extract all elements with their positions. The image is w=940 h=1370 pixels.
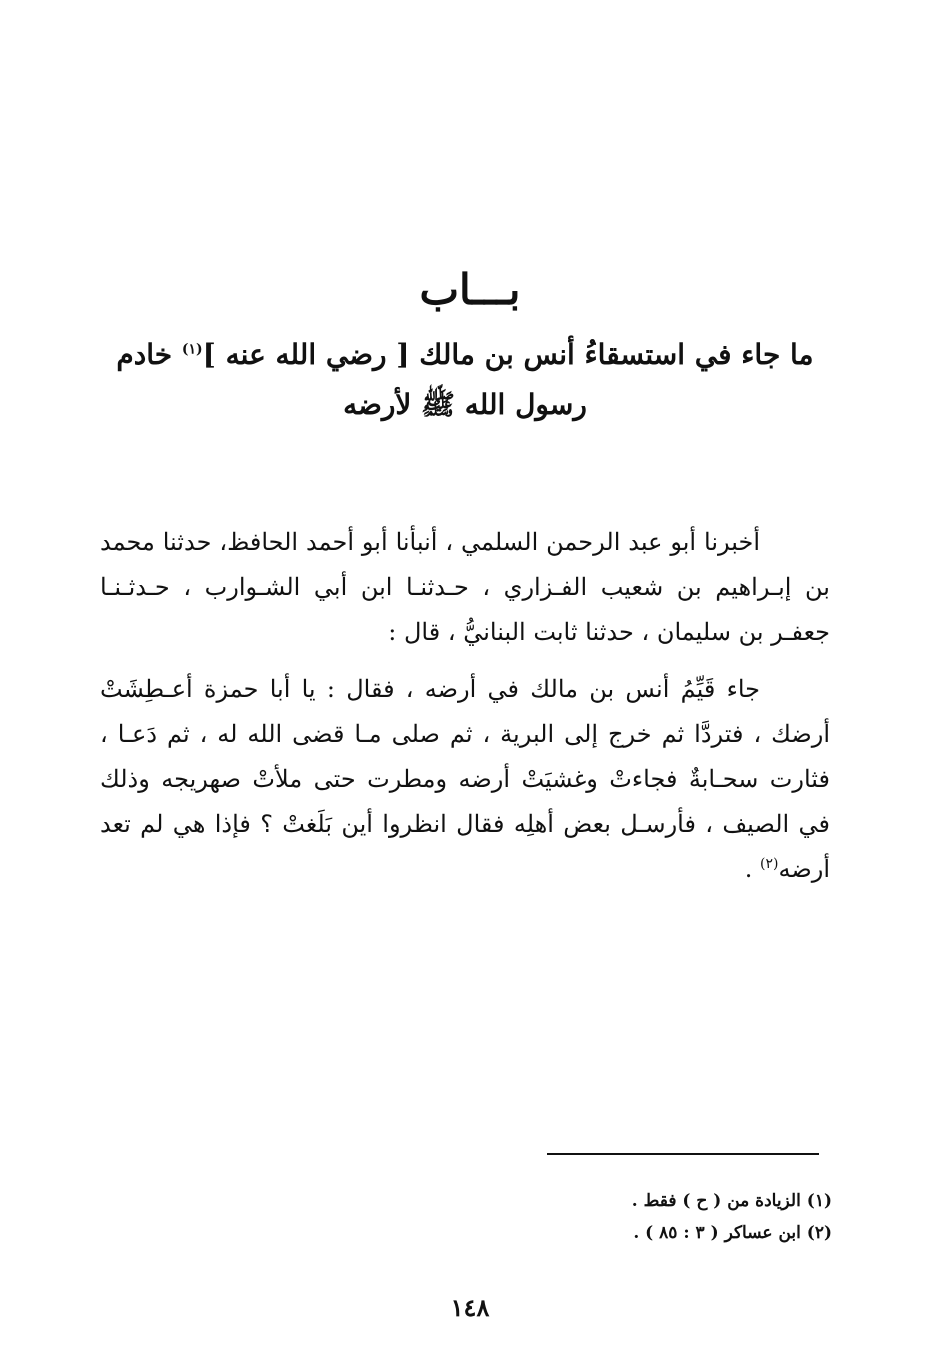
footnote-ref-1: (١) xyxy=(181,341,203,358)
chapter-title-text: ما جاء في استسقاءُ أنس بن مالك [ رضي الله عنه ] xyxy=(202,338,814,371)
chapter-title xyxy=(95,330,835,430)
page-number: ١٤٨ xyxy=(450,1293,490,1322)
footnote-separator xyxy=(547,1153,819,1155)
chapter-title-text-end: خادم رسول الله ﷺ لأرضه xyxy=(116,338,587,421)
isnad-paragraph: أخبرنا أبو عبد الرحمن السلمي ، أنبأنا أبو أحمد الحافظ، حدثنا محمد بن إبـراهيم بن شعيب الفـزاري ، حـدثنـا ابن أبي الشـوارب ، حـدثـنـا جعفـر بن سليمان ، حدثنا ثابت البنانيُّ ، قال : xyxy=(100,528,830,646)
chapter-label: بـــاب xyxy=(419,265,521,314)
footnote-ref-2: (٢) xyxy=(760,856,779,872)
footnote-item: (٢) ابن عساكر ( ٣ : ٨٥ ) . xyxy=(633,1223,832,1243)
footnotes xyxy=(400,1185,832,1249)
matn-paragraph xyxy=(100,667,830,892)
matn-text-end: . xyxy=(744,855,761,883)
footnote-item: (١) الزيادة من ( ح ) فقط . xyxy=(631,1191,832,1211)
matn-text: جاء قَيِّمُ أنس بن مالك في أرضه ، فقال : يا أبا حمزة أعـطِشَتْ أرضك ، فتردَّا ثم خرج إلى البرية ، ثم صلى مـا قضى الله له ، ثم دَعـا ، فثارت سحـابةٌ فجاءتْ وغشيَتْ أرضه ومطرت حتى ملأتْ صهريجه وذلك في الصيف ، فأرسـل بعض أهلِه فقال انظروا أين بَلَغتْ ؟ فإذا هي لم تعد أرضه xyxy=(100,675,831,883)
